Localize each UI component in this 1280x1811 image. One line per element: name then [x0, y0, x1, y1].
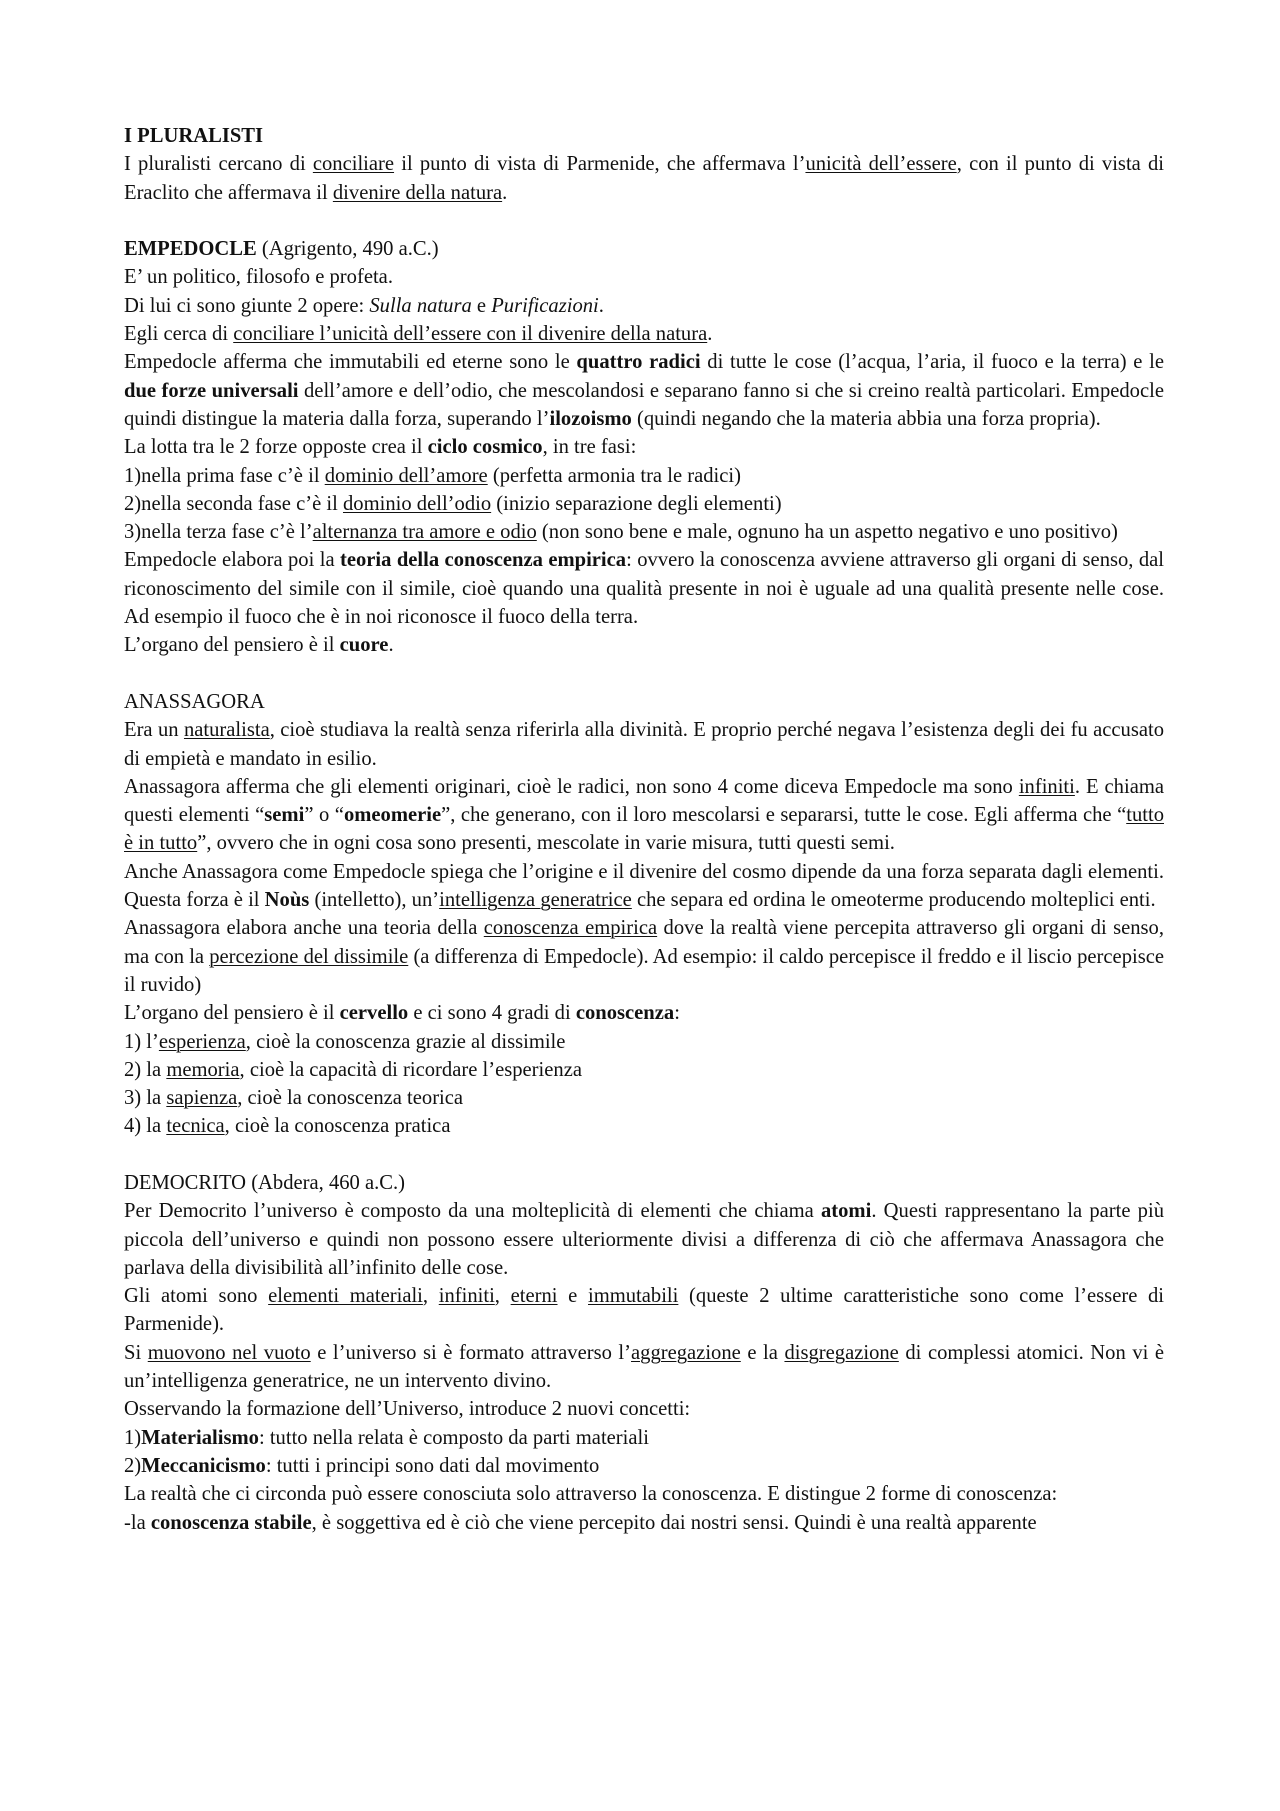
text-run: naturalista: [183, 719, 270, 742]
text-run: .: [598, 294, 604, 317]
text-run: che separa ed ordina le omeoterme producendo molteplici enti.: [631, 889, 1156, 912]
text-run: eterni: [510, 1285, 558, 1308]
text-run: La realtà che ci circonda può essere conosciuta solo attraverso la conoscenza. E distingue 2 forme di conoscenza:: [124, 1483, 1058, 1506]
text-run: , è soggettiva ed è ciò che viene percepito dai nostri sensi. Quindi è una realtà apparente: [311, 1511, 1037, 1534]
text-run: due forze universali: [124, 379, 299, 402]
text-run: elementi materiali: [268, 1285, 423, 1308]
text-run: Purificazioni: [491, 294, 599, 317]
text-run: (perfetta armonia tra le radici): [487, 464, 741, 487]
text-run: .: [388, 634, 394, 657]
text-run: Anassagora elabora anche una teoria della: [124, 917, 484, 940]
text-run: 3) la: [124, 1087, 167, 1110]
text-run: dell’amore e dell’odio, che mescolandosi e separano fanno si che si creino realtà particolari. Empedocle quindi distingue la materia dalla forza, superando l’: [124, 379, 1164, 430]
text-run: Era un: [124, 719, 184, 742]
text-run: ”, ovvero che in ogni cosa sono presenti, mescolate in varie misura, tutti questi semi.: [197, 832, 895, 855]
text-run: Per Democrito l’universo è composto da una molteplicità di elementi che chiama: [124, 1200, 821, 1223]
paragraph: [124, 1424, 1164, 1452]
text-run: quattro radici: [576, 351, 701, 374]
text-run: Empedocle elabora poi la: [124, 549, 340, 572]
text-run: conoscenza empirica: [483, 917, 658, 940]
text-run: (intelletto), un’: [309, 889, 440, 912]
paragraph: [124, 490, 1164, 518]
section-democrito: [124, 1169, 1164, 1537]
section-title-democrito: DEMOCRITO (Abdera, 460 a.C.): [124, 1171, 406, 1194]
paragraph: [124, 1339, 1164, 1396]
text-run: 1): [124, 1426, 142, 1449]
text-run: disgregazione: [784, 1341, 899, 1364]
text-run: infiniti: [438, 1285, 495, 1308]
text-run: L’organo del pensiero è il: [124, 634, 340, 657]
paragraph: [124, 1084, 1164, 1112]
text-run: , cioè la capacità di ricordare l’esperienza: [239, 1058, 582, 1081]
text-run: 1) l’: [124, 1030, 159, 1053]
text-run: cuore: [339, 634, 389, 657]
paragraph-list: [124, 263, 1164, 659]
text-run: intelligenza generatrice: [439, 889, 632, 912]
text-run: Noùs: [264, 889, 310, 912]
text-run: ciclo cosmico: [427, 436, 543, 459]
text-run: atomi: [820, 1200, 872, 1223]
text-run: conciliare: [312, 153, 395, 176]
paragraph: [124, 1028, 1164, 1056]
text-run: :: [674, 1002, 680, 1025]
text-run: ”, che generano, con il loro mescolarsi e separarsi, tutte le cose. Egli afferma che “: [441, 804, 1127, 827]
text-run: Sulla natura: [369, 294, 472, 317]
text-run: : tutti i principi sono dati dal movimento: [265, 1454, 600, 1477]
text-run: (a differenza di Empedocle). Ad esempio: il caldo percepisce il freddo e il liscio percepisce il ruvido): [124, 945, 1165, 996]
text-run: alternanza tra amore e odio: [312, 521, 537, 544]
text-run: di tutte le cose (l’acqua, l’aria, il fuoco e la terra) e le: [700, 351, 1165, 374]
text-run: e l’universo si è formato attraverso l’: [310, 1341, 632, 1364]
text-run: : ovvero la conoscenza avviene attraverso gli organi di senso, dal riconoscimento del simile con il simile, cioè quando una qualità presente in noi è uguale ad una qualità presente nelle cose. Ad esempio il fuoco che è in noi riconosce il fuoco della terra.: [124, 549, 1165, 629]
paragraph: [124, 773, 1164, 858]
text-run: unicità dell’essere: [805, 153, 957, 176]
paragraph: [124, 263, 1164, 291]
text-run: La lotta tra le 2 forze opposte crea il: [124, 436, 428, 459]
text-run: semi: [264, 804, 305, 827]
text-run: Anassagora afferma che gli elementi originari, cioè le radici, non sono 4 come diceva Empedocle ma sono: [124, 775, 1019, 798]
spacer: [124, 1141, 1164, 1169]
text-run: 2) la: [124, 1058, 167, 1081]
document-page: [124, 122, 1164, 1537]
text-run: , cioè la conoscenza teorica: [237, 1087, 464, 1110]
text-run: dove la realtà viene percepita attraverso gli organi di senso, ma con la: [124, 917, 1165, 968]
section-empedocle: [124, 235, 1164, 659]
text-run: immutabili: [588, 1285, 679, 1308]
paragraph: [124, 1056, 1164, 1084]
text-run: aggregazione: [631, 1341, 741, 1364]
paragraph: [124, 292, 1164, 320]
text-run: Anche Anassagora come Empedocle spiega che l’origine e il divenire del cosmo dipende da una forza separata dagli elementi. Questa forza è il: [124, 860, 1164, 912]
text-run: , cioè la conoscenza pratica: [224, 1115, 451, 1138]
paragraph: [124, 1282, 1164, 1339]
text-run: -la: [124, 1511, 151, 1534]
paragraph: [124, 348, 1164, 433]
text-run: Materialismo: [141, 1426, 259, 1449]
text-run: e la: [740, 1341, 785, 1364]
paragraph: [124, 518, 1164, 546]
paragraph: [124, 716, 1164, 773]
text-run: .: [707, 323, 713, 346]
text-run: .: [502, 181, 508, 204]
text-run: e ci sono 4 gradi di: [408, 1002, 576, 1025]
paragraph: [124, 914, 1164, 999]
text-run: ilozoismo: [549, 407, 632, 430]
text-run: conciliare l’unicità dell’essere con il divenire della natura: [233, 323, 708, 346]
text-run: , in tre fasi:: [542, 436, 637, 459]
text-run: di complessi atomici. Non vi è un’intelligenza generatrice, ne un intervento divino.: [124, 1341, 1165, 1393]
text-run: (quindi negando che la materia abbia una forza propria).: [631, 407, 1101, 430]
paragraph: [124, 1395, 1164, 1423]
paragraph: [124, 150, 1164, 207]
text-run: . E chiama questi elementi “: [124, 775, 1165, 827]
paragraph: [124, 1509, 1164, 1537]
paragraph: [124, 1480, 1164, 1508]
paragraph: [124, 1112, 1164, 1140]
paragraph-list: [124, 716, 1164, 1140]
text-run: dominio dell’odio: [342, 492, 492, 515]
text-run: ,: [422, 1285, 439, 1308]
paragraph: [124, 433, 1164, 461]
text-run: ,: [494, 1285, 511, 1308]
text-run: Meccanicismo: [141, 1454, 266, 1477]
paragraph: [124, 631, 1164, 659]
text-run: e: [557, 1285, 588, 1308]
section-pluralisti: [124, 122, 1164, 207]
text-run: infiniti: [1018, 775, 1075, 798]
section-title-pluralisti: I PLURALISTI: [124, 125, 264, 147]
text-run: 3)nella terza fase c’è l’: [124, 521, 313, 544]
text-run: conoscenza: [575, 1002, 675, 1025]
section-title-empedocle: EMPEDOCLE (Agrigento, 490 a.C.): [124, 238, 439, 261]
paragraph-list: [124, 1197, 1164, 1537]
text-run: il punto di vista di Parmenide, che affermava l’: [394, 153, 806, 176]
spacer: [124, 207, 1164, 235]
text-run: divenire della natura: [332, 181, 503, 204]
text-run: omeomerie: [343, 804, 442, 827]
text-run: percezione del dissimile: [209, 945, 409, 968]
text-run: (non sono bene e male, ognuno ha un aspetto negativo e uno positivo): [536, 521, 1118, 544]
paragraph: [124, 1452, 1164, 1480]
text-run: , con il punto di vista di Eraclito che affermava il: [124, 153, 1165, 204]
section-anassagora: [124, 688, 1164, 1141]
text-run: , cioè studiava la realtà senza riferirla alla divinità. E proprio perché negava l’esistenza degli dei fu accusato di empietà e mandato in esilio.: [124, 719, 1165, 770]
text-run: tutto è in tutto: [124, 804, 1164, 855]
text-run: Egli cerca di: [124, 323, 234, 346]
text-run: L’organo del pensiero è il: [124, 1002, 340, 1025]
paragraph: [124, 858, 1164, 915]
text-run: 2)nella seconda fase c’è il: [124, 492, 343, 515]
paragraph: [124, 546, 1164, 631]
paragraph: [124, 462, 1164, 490]
text-run: cervello: [339, 1002, 409, 1025]
text-run: Gli atomi sono: [124, 1285, 269, 1308]
text-run: , cioè la conoscenza grazie al dissimile: [245, 1030, 566, 1053]
text-run: dominio dell’amore: [324, 464, 488, 487]
text-run: (queste 2 ultime caratteristiche sono come l’essere di Parmenide).: [124, 1285, 1165, 1336]
text-run: tecnica: [166, 1115, 225, 1138]
text-run: e: [471, 294, 492, 317]
text-run: . Questi rappresentano la parte più piccola dell’universo e quindi non possono essere ulteriormente divisi a differenza di ciò che affermava Anassagora che parlava della divisibilità all’infinito delle cose.: [124, 1200, 1164, 1279]
paragraph: [124, 320, 1164, 348]
text-run: memoria: [166, 1058, 240, 1081]
spacer: [124, 660, 1164, 688]
text-run: Osservando la formazione dell’Universo, introduce 2 nuovi concetti:: [124, 1398, 691, 1421]
text-run: : tutto nella relata è composto da parti materiali: [258, 1426, 649, 1449]
text-run: Empedocle afferma che immutabili ed eterne sono le: [124, 351, 577, 374]
text-run: ” o “: [304, 804, 344, 827]
text-run: Si: [124, 1341, 148, 1364]
section-title-anassagora: ANASSAGORA: [124, 690, 265, 713]
text-run: teoria della conoscenza empirica: [339, 549, 627, 572]
text-run: muovono nel vuoto: [147, 1341, 311, 1364]
paragraph: [124, 999, 1164, 1027]
text-run: Di lui ci sono giunte 2 opere:: [124, 294, 370, 317]
text-run: (inizio separazione degli elementi): [491, 492, 782, 515]
text-run: sapienza: [166, 1087, 238, 1110]
text-run: esperienza: [158, 1030, 246, 1053]
paragraph: [124, 1197, 1164, 1282]
text-run: 2): [124, 1454, 142, 1477]
text-run: conoscenza stabile: [150, 1511, 312, 1534]
text-run: E’ un politico, filosofo e profeta.: [124, 266, 393, 289]
text-run: I pluralisti cercano di: [124, 153, 313, 176]
text-run: 4) la: [124, 1115, 167, 1138]
text-run: 1)nella prima fase c’è il: [124, 464, 325, 487]
